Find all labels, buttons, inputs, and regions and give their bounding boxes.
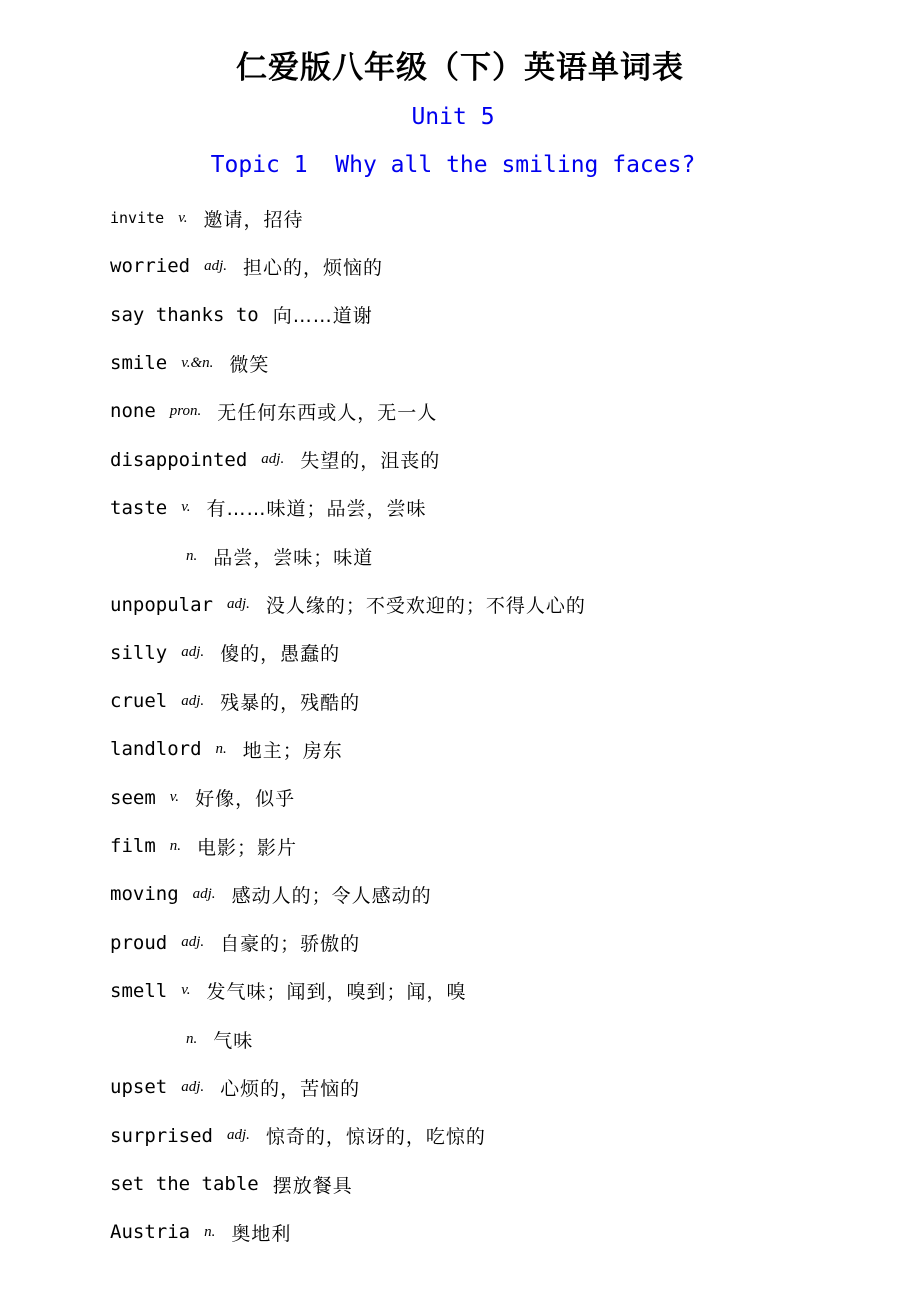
entry-part-of-speech: v. (181, 982, 191, 999)
entry-meaning: 惊奇的，惊讶的，吃惊的 (265, 1126, 486, 1149)
entry-part-of-speech: n. (186, 547, 198, 564)
entry-part-of-speech: n. (215, 740, 227, 757)
entry-word: taste (110, 496, 168, 519)
entry-part-of-speech: adj. (181, 1078, 205, 1095)
entry-word: worried (110, 255, 191, 278)
entry-meaning: 感动人的；令人感动的 (231, 884, 432, 907)
vocabulary-entry (110, 822, 870, 870)
entry-part-of-speech: v. (169, 789, 180, 806)
entry-meaning: 自豪的；骄傲的 (220, 933, 361, 956)
entry-part-of-speech: n. (186, 1030, 198, 1047)
vocabulary-entry (110, 725, 870, 773)
vocabulary-list (110, 194, 870, 1257)
entry-word: say thanks to (110, 303, 259, 326)
entry-part-of-speech: n. (204, 1223, 216, 1240)
entry-word: landlord (110, 738, 202, 761)
entry-word: unpopular (110, 593, 213, 616)
vocabulary-entry (110, 1208, 870, 1256)
vocabulary-entry (110, 580, 870, 628)
entry-meaning: 好像，似乎 (195, 788, 296, 811)
entry-meaning: 地主；房东 (242, 739, 343, 762)
vocabulary-entry (110, 774, 870, 822)
vocabulary-entry (110, 435, 870, 483)
entry-part-of-speech: v. (181, 499, 191, 516)
entry-word: Austria (110, 1221, 191, 1244)
entry-meaning: 无任何东西或人，无一人 (217, 401, 438, 424)
vocabulary-entry (110, 194, 870, 242)
vocabulary-entry (110, 918, 870, 966)
entry-meaning: 电影；影片 (197, 836, 298, 859)
entry-meaning: 没人缘的；不受欢迎的；不得人心的 (265, 595, 586, 618)
entry-meaning: 残暴的，残酷的 (220, 691, 361, 714)
vocabulary-entry (110, 870, 870, 918)
entry-word: surprised (110, 1124, 213, 1147)
vocabulary-entry-continuation (110, 1015, 870, 1063)
entry-word: smile (110, 352, 168, 375)
entry-word: smell (110, 979, 168, 1002)
entry-meaning: 微笑 (229, 353, 270, 376)
entry-meaning: 向……道谢 (272, 305, 373, 328)
entry-part-of-speech: pron. (169, 402, 202, 419)
entry-word: film (110, 835, 156, 857)
entry-part-of-speech: v.&n. (181, 354, 214, 371)
entry-word: none (110, 400, 156, 423)
entry-part-of-speech: adj. (192, 885, 216, 902)
entry-meaning: 担心的，烦恼的 (243, 256, 384, 279)
entry-part-of-speech: adj. (181, 692, 205, 709)
entry-part-of-speech: adj. (181, 644, 205, 661)
entry-word: seem (110, 786, 156, 809)
entry-meaning: 品尝，尝味；味道 (213, 546, 374, 569)
entry-word: cruel (110, 690, 168, 713)
entry-part-of-speech: adj. (261, 451, 285, 468)
vocabulary-entry (110, 1112, 870, 1160)
entry-word: upset (110, 1076, 168, 1099)
entry-meaning: 有……味道；品尝，尝味 (206, 498, 427, 521)
entry-part-of-speech: adj. (204, 257, 227, 274)
unit-heading: Unit 5 (411, 104, 495, 130)
page-title: 仁爱版八年级（下）英语单词表 (236, 50, 684, 86)
vocabulary-entry (110, 484, 870, 532)
entry-part-of-speech: adj. (181, 934, 205, 951)
entry-part-of-speech: adj. (226, 596, 250, 613)
vocabulary-entry (110, 387, 870, 435)
entry-meaning: 发气味；闻到，嗅到；闻，嗅 (206, 981, 467, 1004)
entry-word: moving (110, 883, 179, 906)
vocabulary-entry (110, 967, 870, 1015)
entry-word: silly (110, 641, 168, 664)
entry-word: set the table (110, 1173, 259, 1196)
entry-meaning: 心烦的，苦恼的 (220, 1077, 361, 1100)
entry-meaning: 失望的，沮丧的 (300, 450, 441, 473)
vocabulary-entry-continuation (110, 532, 870, 580)
entry-word: disappointed (110, 448, 248, 471)
entry-part-of-speech: n. (169, 837, 182, 854)
vocabulary-entry (110, 291, 870, 339)
entry-meaning: 奥地利 (231, 1222, 292, 1245)
vocabulary-entry (110, 1063, 870, 1111)
entry-meaning: 气味 (213, 1029, 254, 1052)
vocabulary-entry (110, 1160, 870, 1208)
entry-meaning: 摆放餐具 (272, 1174, 353, 1197)
vocabulary-entry (110, 242, 870, 290)
vocabulary-entry (110, 629, 870, 677)
entry-word: invite (110, 209, 165, 228)
vocabulary-entry (110, 677, 870, 725)
entry-part-of-speech: adj. (226, 1127, 250, 1144)
entry-part-of-speech: v. (178, 209, 188, 226)
entry-meaning: 邀请，招待 (203, 208, 304, 231)
entry-meaning: 傻的，愚蠢的 (220, 643, 341, 666)
vocabulary-entry (110, 339, 870, 387)
entry-word: proud (110, 931, 168, 954)
topic-heading: Topic 1 Why all the smiling faces? (210, 152, 696, 178)
